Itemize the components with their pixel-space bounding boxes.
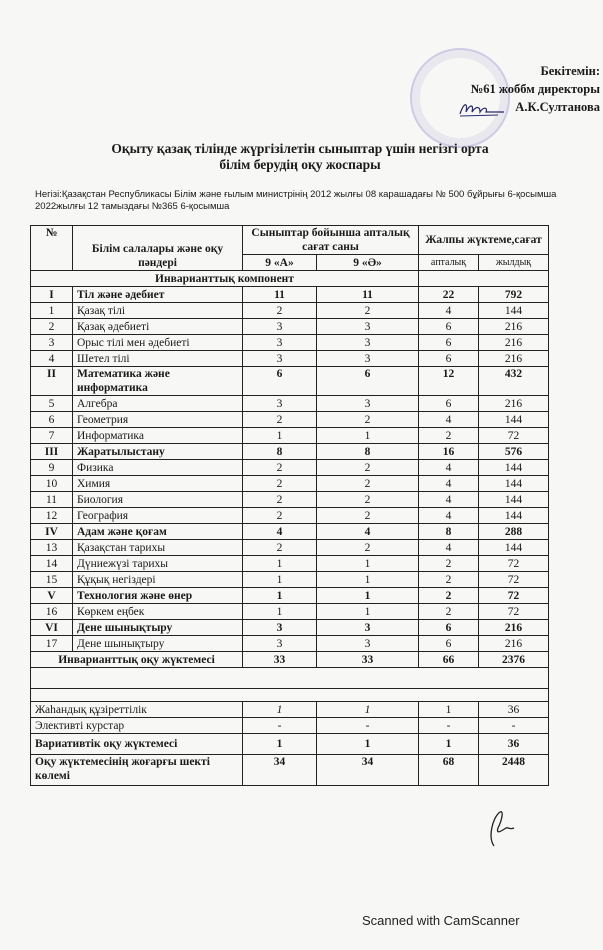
hours-9ae: 4 bbox=[317, 524, 419, 540]
weekly-total: 8 bbox=[419, 524, 479, 540]
subject-row bbox=[31, 540, 549, 556]
yearly-total: 792 bbox=[479, 287, 549, 303]
approval-block bbox=[420, 62, 600, 116]
yearly-total: 144 bbox=[479, 492, 549, 508]
section-row bbox=[31, 620, 549, 636]
yearly-total: 72 bbox=[479, 428, 549, 444]
subject-name: Шетел тілі bbox=[73, 351, 243, 367]
subject-row bbox=[31, 556, 549, 572]
yearly-total: 36 bbox=[479, 734, 549, 755]
hours-9a: 1 bbox=[243, 428, 317, 444]
yearly-total: 2448 bbox=[479, 755, 549, 786]
row-number: 9 bbox=[31, 460, 73, 476]
subject-name: Физика bbox=[73, 460, 243, 476]
row-number: 13 bbox=[31, 540, 73, 556]
yearly-total: 2376 bbox=[479, 652, 549, 668]
yearly-total: 144 bbox=[479, 540, 549, 556]
yearly-total: 144 bbox=[479, 476, 549, 492]
weekly-total: 6 bbox=[419, 319, 479, 335]
invariant-total-label: Инварианттық оқу жүктемесі bbox=[31, 652, 243, 668]
subject-name: Дүниежүзі тарихы bbox=[73, 556, 243, 572]
subject-row bbox=[31, 572, 549, 588]
director-signature-icon bbox=[458, 100, 508, 118]
hours-9ae: 1 bbox=[317, 734, 419, 755]
hours-9a: 8 bbox=[243, 444, 317, 460]
hours-9ae: 3 bbox=[317, 636, 419, 652]
section-row bbox=[31, 287, 549, 303]
subject-name: Информатика bbox=[73, 428, 243, 444]
yearly-total: 216 bbox=[479, 636, 549, 652]
weekly-total: 68 bbox=[419, 755, 479, 786]
title-line-2: білім берудің оқу жоспары bbox=[219, 157, 381, 172]
subject-name: Дене шынықтыру bbox=[73, 620, 243, 636]
variative-row bbox=[31, 718, 549, 734]
header-class-ae: 9 «Ә» bbox=[317, 255, 419, 271]
hours-9ae: 2 bbox=[317, 476, 419, 492]
hours-9a: 3 bbox=[243, 396, 317, 412]
weekly-total: 16 bbox=[419, 444, 479, 460]
variative-name: Элективті курстар bbox=[31, 718, 243, 734]
hours-9ae: 3 bbox=[317, 335, 419, 351]
row-number: 16 bbox=[31, 604, 73, 620]
document-title bbox=[60, 141, 540, 173]
hours-9a: 1 bbox=[243, 588, 317, 604]
hours-9ae: 1 bbox=[317, 572, 419, 588]
row-number: IV bbox=[31, 524, 73, 540]
weekly-total: 2 bbox=[419, 604, 479, 620]
hours-9ae: 1 bbox=[317, 604, 419, 620]
row-number: 7 bbox=[31, 428, 73, 444]
subject-name: Биология bbox=[73, 492, 243, 508]
subject-name: Орыс тілі мен әдебиеті bbox=[73, 335, 243, 351]
subject-row bbox=[31, 604, 549, 620]
hours-9a: 2 bbox=[243, 460, 317, 476]
empty-cell bbox=[31, 668, 549, 689]
approval-position: №61 жоббм директоры bbox=[470, 82, 600, 96]
hours-9ae: 6 bbox=[317, 367, 419, 396]
header-yearly: жылдық bbox=[479, 255, 549, 271]
subject-name: Жаратылыстану bbox=[73, 444, 243, 460]
row-number: 10 bbox=[31, 476, 73, 492]
subject-name: Адам және қоғам bbox=[73, 524, 243, 540]
title-line-1: Оқыту қазақ тілінде жүргізілетін сыныптар үшін негізгі орта bbox=[111, 141, 489, 156]
row-number: I bbox=[31, 287, 73, 303]
variative-total-label: Вариативтік оқу жүктемесі bbox=[31, 734, 243, 755]
subject-name: Химия bbox=[73, 476, 243, 492]
yearly-total: 216 bbox=[479, 396, 549, 412]
subject-name: География bbox=[73, 508, 243, 524]
row-number: 2 bbox=[31, 319, 73, 335]
weekly-total: - bbox=[419, 718, 479, 734]
header-subject: Білім салалары және оқу пәндері bbox=[73, 226, 243, 271]
hours-9ae: 11 bbox=[317, 287, 419, 303]
hours-9a: 1 bbox=[243, 556, 317, 572]
hours-9ae: 2 bbox=[317, 460, 419, 476]
max-total-label: Оқу жүктемесінің жоғарғы шекті көлемі bbox=[31, 755, 243, 786]
page-signature-icon bbox=[480, 808, 520, 848]
basis-line-1: Негізі:Қазақстан Республикасы Білім және ғылым министрінің 2012 жылғы 08 карашадағы № 500 бұйрығы 6-қосымша bbox=[35, 189, 557, 200]
weekly-total: 4 bbox=[419, 303, 479, 319]
row-number: 15 bbox=[31, 572, 73, 588]
hours-9ae: 2 bbox=[317, 540, 419, 556]
curriculum-table bbox=[30, 225, 549, 786]
header-number: № bbox=[31, 226, 73, 271]
subject-name: Көркем еңбек bbox=[73, 604, 243, 620]
hours-9ae: 2 bbox=[317, 412, 419, 428]
hours-9ae: 3 bbox=[317, 319, 419, 335]
subject-name: Математика және информатика bbox=[73, 367, 243, 396]
weekly-total: 12 bbox=[419, 367, 479, 396]
hours-9ae: 8 bbox=[317, 444, 419, 460]
row-number: 12 bbox=[31, 508, 73, 524]
weekly-total: 6 bbox=[419, 636, 479, 652]
hours-9a: 2 bbox=[243, 476, 317, 492]
subject-row bbox=[31, 428, 549, 444]
hours-9a: 2 bbox=[243, 303, 317, 319]
hours-9a: 11 bbox=[243, 287, 317, 303]
yearly-total: 576 bbox=[479, 444, 549, 460]
variative-name: Жаһандық құзіреттілік bbox=[31, 702, 243, 718]
subject-row bbox=[31, 396, 549, 412]
subject-row bbox=[31, 508, 549, 524]
weekly-total: 2 bbox=[419, 588, 479, 604]
hours-9ae: 1 bbox=[317, 428, 419, 444]
section-row bbox=[31, 524, 549, 540]
weekly-total: 4 bbox=[419, 508, 479, 524]
row-number: II bbox=[31, 367, 73, 396]
weekly-total: 6 bbox=[419, 335, 479, 351]
yearly-total: 144 bbox=[479, 460, 549, 476]
subject-row bbox=[31, 460, 549, 476]
subject-row bbox=[31, 636, 549, 652]
hours-9a: 33 bbox=[243, 652, 317, 668]
invariant-section-row bbox=[31, 271, 549, 287]
hours-9a: 1 bbox=[243, 572, 317, 588]
yearly-total: 144 bbox=[479, 508, 549, 524]
hours-9a: - bbox=[243, 718, 317, 734]
hours-9a: 4 bbox=[243, 524, 317, 540]
hours-9a: 1 bbox=[243, 604, 317, 620]
yearly-total: 216 bbox=[479, 620, 549, 636]
row-number: VI bbox=[31, 620, 73, 636]
empty-cell bbox=[419, 271, 549, 287]
row-number: 17 bbox=[31, 636, 73, 652]
yearly-total: 432 bbox=[479, 367, 549, 396]
hours-9a: 1 bbox=[243, 702, 317, 718]
subject-row bbox=[31, 476, 549, 492]
weekly-total: 22 bbox=[419, 287, 479, 303]
section-row bbox=[31, 444, 549, 460]
empty-row bbox=[31, 668, 549, 689]
hours-9a: 6 bbox=[243, 367, 317, 396]
hours-9ae: 3 bbox=[317, 351, 419, 367]
hours-9ae: 3 bbox=[317, 396, 419, 412]
weekly-total: 2 bbox=[419, 428, 479, 444]
hours-9ae: 2 bbox=[317, 303, 419, 319]
hours-9ae: 34 bbox=[317, 755, 419, 786]
weekly-total: 4 bbox=[419, 492, 479, 508]
hours-9a: 3 bbox=[243, 319, 317, 335]
subject-row bbox=[31, 319, 549, 335]
section-row bbox=[31, 367, 549, 396]
hours-9a: 2 bbox=[243, 508, 317, 524]
yearly-total: 216 bbox=[479, 335, 549, 351]
empty-cell bbox=[31, 689, 549, 702]
subject-row bbox=[31, 303, 549, 319]
yearly-total: 36 bbox=[479, 702, 549, 718]
header-total-load: Жалпы жүктеме,сағат bbox=[419, 226, 549, 255]
row-number: 5 bbox=[31, 396, 73, 412]
subject-row bbox=[31, 351, 549, 367]
weekly-total: 4 bbox=[419, 540, 479, 556]
row-number: 14 bbox=[31, 556, 73, 572]
hours-9a: 2 bbox=[243, 492, 317, 508]
weekly-total: 1 bbox=[419, 734, 479, 755]
hours-9ae: 1 bbox=[317, 556, 419, 572]
yearly-total: 216 bbox=[479, 319, 549, 335]
header-weekly: апталық bbox=[419, 255, 479, 271]
approval-name: А.К.Султанова bbox=[515, 100, 600, 114]
hours-9ae: 1 bbox=[317, 588, 419, 604]
section-row bbox=[31, 588, 549, 604]
yearly-total: 72 bbox=[479, 556, 549, 572]
hours-9ae: - bbox=[317, 718, 419, 734]
yearly-total: 144 bbox=[479, 412, 549, 428]
basis-line-2: 2022жылғы 12 тамыздағы №365 6-қосымша bbox=[35, 201, 230, 212]
yearly-total: 216 bbox=[479, 351, 549, 367]
weekly-total: 1 bbox=[419, 702, 479, 718]
hours-9ae: 33 bbox=[317, 652, 419, 668]
row-number: 11 bbox=[31, 492, 73, 508]
subject-name: Құқық негіздері bbox=[73, 572, 243, 588]
hours-9a: 3 bbox=[243, 351, 317, 367]
yearly-total: 144 bbox=[479, 303, 549, 319]
subject-name: Технология және өнер bbox=[73, 588, 243, 604]
yearly-total: 72 bbox=[479, 604, 549, 620]
row-number: 1 bbox=[31, 303, 73, 319]
hours-9a: 2 bbox=[243, 540, 317, 556]
subject-name: Қазақ тілі bbox=[73, 303, 243, 319]
approval-heading: Бекітемін: bbox=[540, 64, 600, 78]
hours-9ae: 3 bbox=[317, 620, 419, 636]
yearly-total: 288 bbox=[479, 524, 549, 540]
weekly-total: 2 bbox=[419, 556, 479, 572]
header-class-a: 9 «А» bbox=[243, 255, 317, 271]
weekly-total: 6 bbox=[419, 620, 479, 636]
row-number: 3 bbox=[31, 335, 73, 351]
variative-row bbox=[31, 702, 549, 718]
yearly-total: 72 bbox=[479, 572, 549, 588]
weekly-total: 2 bbox=[419, 572, 479, 588]
camscanner-watermark: Scanned with CamScanner bbox=[362, 913, 520, 928]
variative-total-row bbox=[31, 734, 549, 755]
subject-name: Алгебра bbox=[73, 396, 243, 412]
hours-9ae: 2 bbox=[317, 492, 419, 508]
subject-row bbox=[31, 335, 549, 351]
hours-9ae: 1 bbox=[317, 702, 419, 718]
hours-9a: 3 bbox=[243, 620, 317, 636]
row-number: 4 bbox=[31, 351, 73, 367]
weekly-total: 4 bbox=[419, 460, 479, 476]
header-weekly-by-class: Сыныптар бойынша апталық сағат саны bbox=[243, 226, 419, 255]
subject-name: Қазақ әдебиеті bbox=[73, 319, 243, 335]
weekly-total: 66 bbox=[419, 652, 479, 668]
row-number: V bbox=[31, 588, 73, 604]
hours-9ae: 2 bbox=[317, 508, 419, 524]
hours-9a: 3 bbox=[243, 636, 317, 652]
weekly-total: 4 bbox=[419, 476, 479, 492]
header-row-1 bbox=[31, 226, 549, 255]
empty-row bbox=[31, 689, 549, 702]
subject-name: Дене шынықтыру bbox=[73, 636, 243, 652]
subject-name: Тіл және әдебиет bbox=[73, 287, 243, 303]
legal-basis bbox=[35, 189, 595, 213]
weekly-total: 6 bbox=[419, 396, 479, 412]
hours-9a: 34 bbox=[243, 755, 317, 786]
max-total-row bbox=[31, 755, 549, 786]
subject-name: Геометрия bbox=[73, 412, 243, 428]
weekly-total: 6 bbox=[419, 351, 479, 367]
row-number: III bbox=[31, 444, 73, 460]
hours-9a: 2 bbox=[243, 412, 317, 428]
invariant-total-row bbox=[31, 652, 549, 668]
yearly-total: 72 bbox=[479, 588, 549, 604]
row-number: 6 bbox=[31, 412, 73, 428]
hours-9a: 1 bbox=[243, 734, 317, 755]
weekly-total: 4 bbox=[419, 412, 479, 428]
subject-name: Қазақстан тарихы bbox=[73, 540, 243, 556]
subject-row bbox=[31, 492, 549, 508]
invariant-component-label: Инварианттық компонент bbox=[31, 271, 419, 287]
yearly-total: - bbox=[479, 718, 549, 734]
subject-row bbox=[31, 412, 549, 428]
hours-9a: 3 bbox=[243, 335, 317, 351]
